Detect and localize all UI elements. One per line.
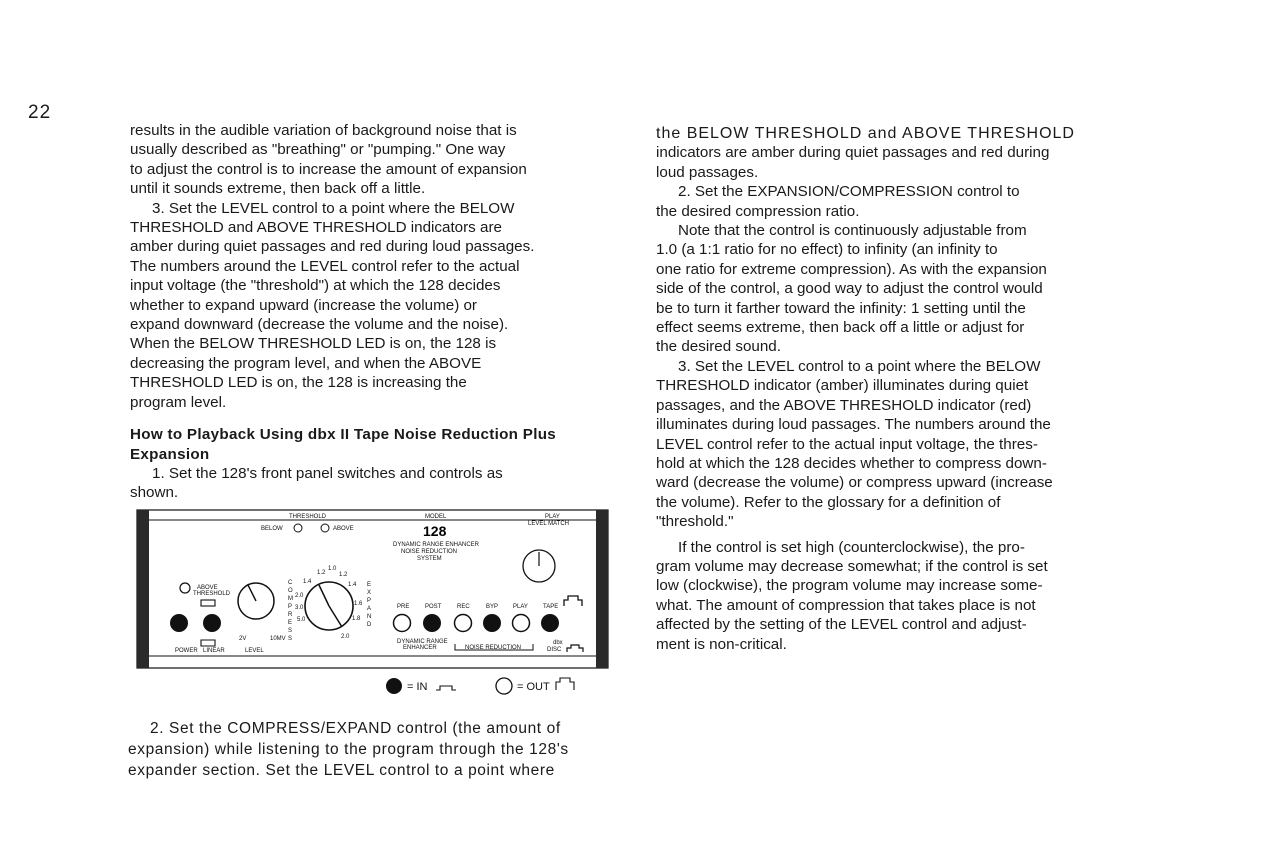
svg-text:S: S xyxy=(288,628,293,634)
svg-text:C: C xyxy=(288,580,293,586)
svg-text:R: R xyxy=(288,612,293,618)
linear-label: LINEAR xyxy=(203,648,225,654)
svg-text:P: P xyxy=(288,604,293,610)
page-number: 22 xyxy=(28,102,52,123)
model-number: 128 xyxy=(423,523,447,539)
svg-text:O: O xyxy=(288,588,293,594)
legend-out-switch-icon xyxy=(556,678,574,690)
legend-in-dot-icon xyxy=(386,678,402,694)
switch-label-tape: TAPE xyxy=(543,604,559,610)
legend-out-label: = OUT xyxy=(517,681,550,693)
switch-label-play: PLAY xyxy=(513,604,528,610)
power-button[interactable] xyxy=(170,614,188,632)
tape-button[interactable] xyxy=(541,614,559,632)
above-threshold-label-1: ABOVE xyxy=(197,585,218,591)
linear-button[interactable] xyxy=(203,614,221,632)
svg-text:1.6: 1.6 xyxy=(354,601,363,607)
left-column xyxy=(130,121,600,503)
above-label: ABOVE xyxy=(333,526,354,532)
system-name-1: DYNAMIC RANGE ENHANCER xyxy=(393,542,480,548)
right-paragraph-1: the BELOW THRESHOLD and ABOVE THRESHOLD indicators are amber during quiet passages and red during loud passages. xyxy=(656,125,1075,181)
legend-in-switch-icon xyxy=(436,686,456,690)
dbx-label: dbx xyxy=(553,640,563,646)
level-2v-label: 2V xyxy=(239,636,247,642)
right-paragraph-3: Note that the control is continuously adjustable from 1.0 (a 1:1 ratio for no effect) to infinity (an infinity to one ratio for extreme compression). As with the expansion side of the control, a good way to adjust the control would be to turn it farther toward the infinity: 1 setting until the effect seems extreme, then back off a little or adjust for the desired sound. xyxy=(656,222,1047,356)
system-name-2: NOISE REDUCTION xyxy=(401,549,458,555)
panel-legend xyxy=(380,672,600,698)
level-label: LEVEL xyxy=(245,648,264,654)
section-heading: How to Playback Using dbx II Tape Noise Reduction Plus Expansion xyxy=(130,426,557,463)
front-panel-diagram xyxy=(135,508,610,684)
svg-text:D: D xyxy=(367,622,372,628)
svg-text:1.8: 1.8 xyxy=(352,616,361,622)
left-paragraph-2: 3. Set the LEVEL control to a point where the BELOW THRESHOLD and ABOVE THRESHOLD indicators are amber during quiet passages and red during loud passages. The numbers around the LEVEL control refer to the actual input voltage (the "threshold") at which the 128 decides whether to expand upward (increase the volume) or expand downward (decrease the volume and the noise). When the BELOW THRESHOLD LED is on, the 128 is decreasing the program level, and when the ABOVE THRESHOLD LED is on, the 128 is increasing the program level. xyxy=(130,199,535,411)
dre-label-2: ENHANCER xyxy=(403,645,437,651)
level-match-label: LEVEL MATCH xyxy=(528,521,570,527)
level-10mv-label: 10MV xyxy=(270,636,286,642)
switch-label-pre: PRE xyxy=(397,604,410,610)
svg-text:1.2: 1.2 xyxy=(339,572,348,578)
post-button[interactable] xyxy=(423,614,441,632)
svg-text:1.0: 1.0 xyxy=(328,566,337,572)
svg-text:1.4: 1.4 xyxy=(303,579,312,585)
left-paragraph-1: results in the audible variation of background noise that is usually described as "breathing" or "pumping." One way to adjust the control is to increase the amount of expansion until it sounds extreme, then back off a little. xyxy=(130,122,527,198)
svg-text:S: S xyxy=(288,636,293,642)
legend-out-circle-icon xyxy=(496,678,512,694)
svg-text:3.0: 3.0 xyxy=(295,605,304,611)
svg-text:1.4: 1.4 xyxy=(348,582,357,588)
power-label: POWER xyxy=(175,648,198,654)
svg-text:2.0: 2.0 xyxy=(295,593,304,599)
dre-label-1: DYNAMIC RANGE xyxy=(397,639,448,645)
right-paragraph-4: 3. Set the LEVEL control to a point where the BELOW THRESHOLD indicator (amber) illuminates during quiet passages, and the ABOVE THRESHOLD indicator (red) illuminates during loud passages. The numbers around the LEVEL control refer to the actual input voltage, the thres- hold at which the 128 decides whether to compress down- ward (decrease the volume) or compress upward (increase the volume). Refer to the glossary for a definition of "threshold." xyxy=(656,357,1053,531)
svg-text:M: M xyxy=(288,596,293,602)
right-column xyxy=(656,124,1146,654)
model-label: MODEL xyxy=(425,514,447,520)
svg-text:A: A xyxy=(367,606,372,612)
svg-text:1.2: 1.2 xyxy=(317,570,326,576)
svg-text:X: X xyxy=(367,590,372,596)
system-name-3: SYSTEM xyxy=(417,556,442,562)
play-label: PLAY xyxy=(545,514,560,520)
below-label: BELOW xyxy=(261,526,283,532)
bottom-left-paragraph: 2. Set the COMPRESS/EXPAND control (the amount of expansion) while listening to the program through the 128's expander section. Set the LEVEL control to a point where xyxy=(128,720,569,779)
svg-text:P: P xyxy=(367,598,372,604)
switch-label-byp: BYP xyxy=(486,604,499,610)
legend-in-label: = IN xyxy=(407,681,428,693)
byp-button[interactable] xyxy=(483,614,501,632)
nr-label: NOISE REDUCTION xyxy=(465,645,522,651)
switch-label-rec: REC xyxy=(457,604,470,610)
svg-text:5.0: 5.0 xyxy=(297,617,306,623)
left-paragraph-3: 1. Set the 128's front panel switches and controls as shown. xyxy=(130,464,503,502)
right-paragraph-2: 2. Set the EXPANSION/COMPRESSION control to the desired compression ratio. xyxy=(656,183,1020,220)
svg-text:E: E xyxy=(288,620,293,626)
threshold-label: THRESHOLD xyxy=(289,514,327,520)
right-paragraph-5: If the control is set high (counterclockwise), the pro- gram volume may decrease somewhat; if the control is set low (clockwise), the program volume may increase some- what. The amount of compression that takes place is not affected by the setting of the LEVEL control and adjust- ment is non-critical. xyxy=(656,538,1048,653)
above-threshold-label-2: THRESHOLD xyxy=(193,591,231,597)
disc-label: DISC xyxy=(547,647,562,653)
switch-label-post: POST xyxy=(425,604,442,610)
svg-text:N: N xyxy=(367,614,372,620)
svg-text:E: E xyxy=(367,582,372,588)
svg-text:2.0: 2.0 xyxy=(341,634,350,640)
